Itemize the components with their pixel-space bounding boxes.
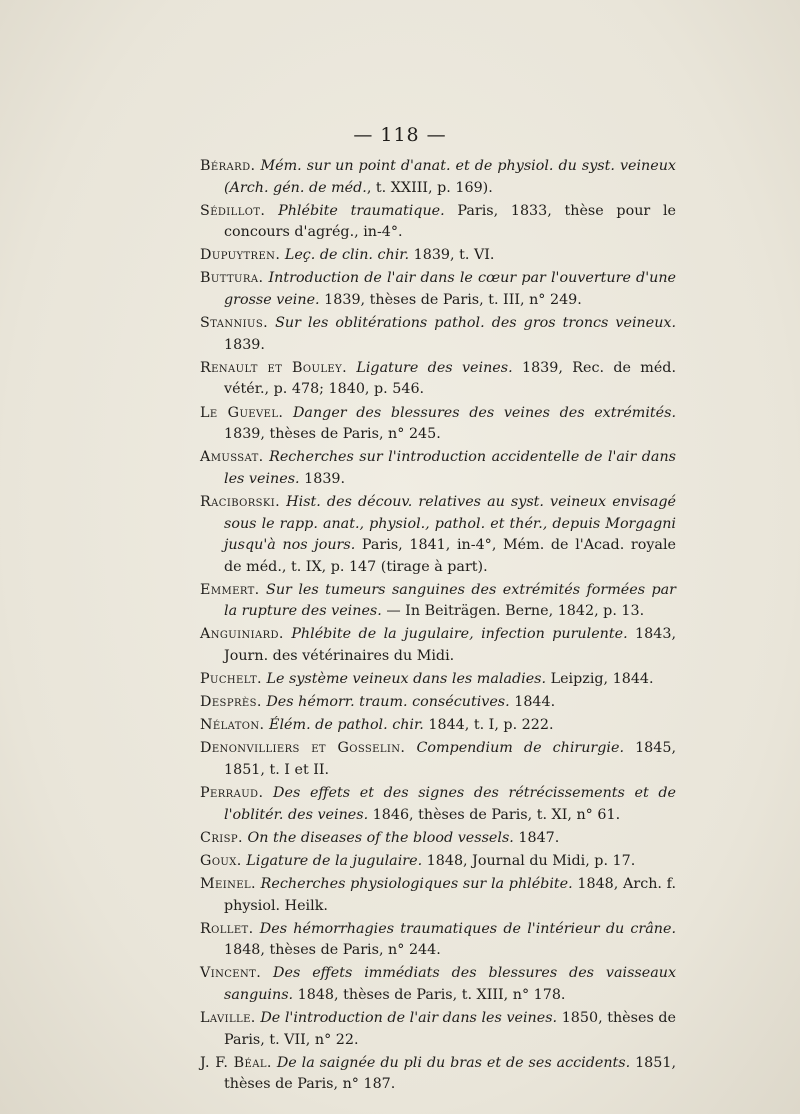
bibliography-entry	[200, 156, 676, 199]
entry-details: 1839, Rec. de méd. vétér., p. 478; 1840, p. 546.	[224, 359, 677, 398]
entry-details: , t. XXIII, p. 169).	[366, 179, 493, 196]
entry-details: 1848, Arch. f. physiol. Heilk.	[224, 876, 677, 914]
entry-details: 1847.	[513, 829, 560, 846]
entry-author: Meinel.	[200, 876, 256, 892]
entry-title: Des effets immédiats des blessures des vaisseaux sanguins.	[224, 965, 677, 1003]
bibliography-entry	[200, 828, 676, 850]
entry-details: 1839.	[224, 336, 265, 353]
entry-title: Recherches physiologiques sur la phlébite.	[260, 876, 573, 892]
entry-author: J. F. Béal.	[200, 1054, 272, 1071]
entry-title: Danger des blessures des veines des extrémités.	[292, 404, 676, 421]
page-number: — 118 —	[353, 124, 447, 146]
entry-details: 1839, thèses de Paris, t. III, n° 249.	[319, 292, 582, 309]
entry-details: 1839, t. VI.	[409, 247, 495, 264]
entry-details: — In Beiträgen. Berne, 1842, p. 13.	[381, 603, 645, 620]
entry-title: Sur les oblitérations pathol. des gros troncs veineux.	[275, 315, 677, 332]
bibliography-entry	[200, 963, 676, 1006]
entry-title: Des hémorrhagies traumatiques de l'intérieur du crâne.	[259, 920, 676, 937]
entry-title: Hist. des découv. relatives au syst. veineux envisagé sous le rapp. anat., physiol., pathol. et thér., depuis Morgagni jusqu'à nos jours.	[224, 493, 676, 554]
entry-title: Leç. de clin. chir.	[284, 247, 410, 264]
bibliography-entry	[200, 201, 676, 244]
bibliography-entry	[200, 669, 676, 691]
bibliography-entry	[200, 851, 676, 873]
entry-author: Buttura.	[200, 270, 264, 287]
bibliography-entry	[200, 783, 676, 826]
entry-details: Paris, 1833, thèse pour le concours d'agrég., in-4°.	[224, 202, 676, 241]
entry-author: Le Guevel.	[200, 404, 284, 421]
bibliography-entry	[200, 1053, 676, 1096]
entry-details: 1839, thèses de Paris, n° 245.	[224, 426, 441, 443]
bibliography-entry	[200, 1008, 676, 1051]
entry-author: Crisp.	[200, 829, 243, 846]
entry-title: Introduction de l'air dans le cœur par l'ouverture d'une grosse veine.	[224, 270, 677, 309]
entry-title: De la saignée du pli du bras et de ses accidents.	[276, 1054, 631, 1071]
entry-title: Phlébite de la jugulaire, infection purulente.	[291, 626, 628, 643]
entry-title: Ligature de la jugulaire.	[246, 852, 423, 869]
entry-author: Nélaton.	[200, 717, 265, 734]
entry-author: Vincent.	[200, 965, 262, 982]
entry-title: Recherches sur l'introduction accidentelle de l'air dans les veines.	[224, 449, 676, 487]
entry-details: 1851, thèses de Paris, n° 187.	[224, 1054, 677, 1093]
entry-author: Anguiniard.	[200, 626, 284, 643]
entry-author: Desprès.	[200, 694, 262, 711]
entry-author: Dupuytren.	[200, 247, 281, 264]
entry-title: Des hémorr. traum. consécutives.	[266, 694, 510, 711]
entry-details: 1848, thèses de Paris, t. XIII, n° 178.	[293, 986, 566, 1003]
entry-title: Élém. de pathol. chir.	[269, 717, 424, 734]
entry-title: Des effets et des signes des rétrécissements et de l'oblitér. des veines.	[224, 785, 676, 823]
entry-details: 1850, thèses de Paris, t. VII, n° 22.	[224, 1010, 676, 1048]
bibliography-entry	[200, 447, 676, 490]
entry-author: Amussat.	[200, 449, 264, 466]
entry-author: Raciborski.	[200, 493, 281, 510]
entry-title: De l'introduction de l'air dans les veines.	[260, 1010, 558, 1027]
entry-author: Puchelt.	[200, 671, 262, 688]
entry-author: Renault et Bouley.	[200, 359, 348, 376]
bibliography-entry	[200, 580, 676, 623]
bibliography-entry	[200, 358, 676, 401]
entry-details: 1844.	[509, 694, 556, 711]
entry-details: 1848, Journal du Midi, p. 17.	[422, 852, 636, 869]
entry-author: Sédillot.	[200, 202, 266, 219]
entry-title: Ligature des veines.	[356, 359, 513, 376]
entry-title: On the diseases of the blood vessels.	[247, 829, 514, 846]
entry-details: Paris, 1841, in-4°, Mém. de l'Acad. royale de méd., t. IX, p. 147 (tirage à part).	[224, 537, 676, 575]
bibliography-entry	[200, 268, 676, 311]
bibliography-list	[200, 156, 676, 1097]
entry-details: 1848, thèses de Paris, n° 244.	[224, 942, 441, 959]
entry-title: Compendium de chirurgie.	[416, 740, 624, 757]
bibliography-entry	[200, 624, 676, 667]
bibliography-entry	[200, 245, 676, 267]
bibliography-entry	[200, 692, 676, 714]
bibliography-entry	[200, 492, 676, 578]
bibliography-entry	[200, 738, 676, 781]
entry-author: Bérard.	[200, 158, 256, 174]
bibliography-entry	[200, 919, 676, 962]
entry-author: Emmert.	[200, 581, 260, 598]
entry-details: 1839.	[299, 470, 346, 487]
entry-details: 1844, t. I, p. 222.	[423, 717, 554, 734]
bibliography-entry	[200, 715, 676, 737]
entry-details: 1845, 1851, t. I et II.	[224, 740, 676, 779]
entry-author: Perraud.	[200, 785, 264, 802]
entry-author: Rollet.	[200, 920, 254, 937]
bibliography-entry	[200, 403, 676, 446]
entry-author: Goux.	[200, 852, 242, 869]
entry-title: Phlébite traumatique.	[278, 202, 445, 219]
entry-title: Sur les tumeurs sanguines des extrémités formées par la rupture des veines.	[224, 581, 676, 620]
bibliography-entry	[200, 874, 676, 917]
entry-title: Mém. sur un point d'anat. et de physiol. du syst. veineux (Arch. gén. de méd.	[224, 158, 676, 196]
entry-details: Leipzig, 1844.	[546, 671, 654, 688]
entry-details: 1846, thèses de Paris, t. XI, n° 61.	[368, 806, 621, 823]
entry-author: Stannius.	[200, 315, 269, 332]
entry-details: 1843, Journ. des vétérinaires du Midi.	[224, 626, 676, 665]
bibliography-entry	[200, 313, 676, 356]
entry-title: Le système veineux dans les maladies.	[266, 671, 547, 688]
entry-author: Laville.	[200, 1010, 256, 1027]
entry-author: Denonvilliers et Gosselin.	[200, 740, 406, 757]
